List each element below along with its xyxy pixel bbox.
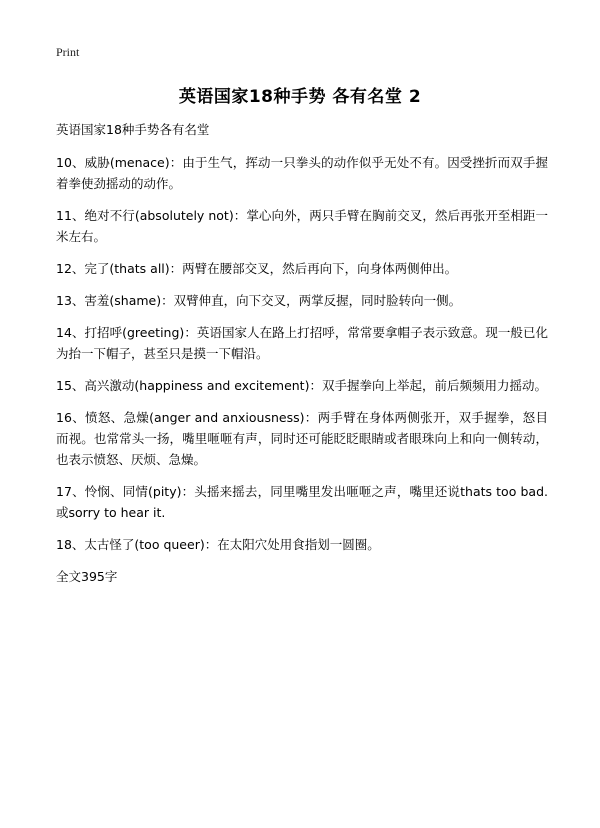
gesture-paragraph-15: 15、高兴激动(happiness and excitement)：双手握拳向上举起，前后频频用力摇动。 bbox=[56, 378, 547, 393]
gesture-paragraph-13: 13、害羞(shame)：双臂伸直，向下交叉，两掌反握，同时脸转向一侧。 bbox=[56, 293, 462, 308]
print-label: Print bbox=[56, 45, 80, 59]
page-title: 英语国家18种手势 各有名堂 2 bbox=[178, 87, 422, 107]
gesture-paragraph-14: 14、打招呼(greeting)：英语国家人在路上打招呼，常常要拿帽子表示致意。现一般已化为抬一下帽子，甚至只是摸一下帽沿。 bbox=[56, 325, 548, 361]
word-count: 全文395字 bbox=[56, 569, 118, 584]
gesture-paragraph-12: 12、完了(thats all)：两臂在腰部交叉，然后再向下，向身体两侧伸出。 bbox=[56, 261, 458, 276]
gesture-paragraph-11: 11、绝对不行(absolutely not)：掌心向外，两只手臂在胸前交叉，然后再张开至相距一米左右。 bbox=[56, 208, 548, 244]
gesture-paragraph-10: 10、威胁(menace)：由于生气，挥动一只拳头的动作似乎无处不有。因受挫折而双手握着拳使劲摇动的动作。 bbox=[56, 155, 548, 191]
gesture-paragraph-16: 16、愤怒、急燥(anger and anxiousness)：两手臂在身体两侧张开，双手握拳，怒目而视。也常常头一扬，嘴里咂咂有声，同时还可能眨眨眼睛或者眼珠向上和向一侧转动，也表示愤怒、厌烦、急燥。 bbox=[56, 410, 548, 467]
gesture-paragraph-18: 18、太古怪了(too queer)：在太阳穴处用食指划一圆圈。 bbox=[56, 537, 380, 552]
document-subtitle: 英语国家18种手势各有名堂 bbox=[56, 122, 210, 137]
document-body bbox=[56, 119, 548, 587]
gesture-paragraph-17: 17、怜悯、同情(pity)：头摇来摇去，同里嘴里发出咂咂之声，嘴里还说thats too bad.或sorry to hear it. bbox=[56, 484, 548, 520]
